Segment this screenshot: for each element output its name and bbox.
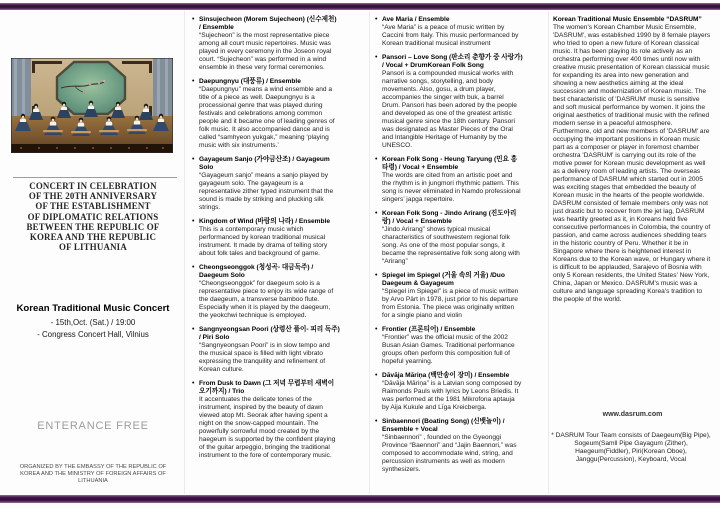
concert-venue: - Congress Concert Hall, Vilnius bbox=[37, 329, 149, 339]
top-accent-bar bbox=[0, 3, 720, 10]
program-item-title: • Sinbaennori (Boating Song) (신뱃놀이) / Ensemble + Vocal bbox=[382, 418, 505, 433]
fold-line bbox=[548, 11, 549, 494]
ensemble-description: The women's Korean Chamber Music Ensemble, 'DASRUM', was established 1990 by 8 female players who tried to open a new future of Korean classical music. It has been playing its role actively as an orchestra performing over 400 times until now with creative music presentation of Korean classical music for expanding its area into new generation and showing a new aesthetics aiming at the ideal succession and modernization of Korean music. The best characteristic of 'DASRUM' music is sensitive and soft musical performance by women. It joins the original aesthetics of traditional music with the refined modern sense in a peaceful atmosphere. Furthermore, old and new members of 'DASRUM' are occupying the important positions in Korean music part as a composer or player in foremost chamber orchestra 'DASRUM' is carrying out its role of the motive power for Korean music development as well as a delivery room of leading artists. The overseas performance of DASRUM which started out in 2005 was exciting stages that embedded the beauty of Korean music in the hearts of the people worldwide. DASRUM consisted of female members only was not just drastic but to recover from the jet lag, DASRUM was heartily greeted as it, in Koreans held five consecutive performances in Colombia, the country of passion, and came across audiences shedding tears in the historic country of Peru. Whether it be in Singapore where there is heightened interest in Koreans due to the Korean wave, or Hungary where it is difficult to be applauded, Sarajevo of Bosnia with only 5 Korean residents, the United States' New York, China, Japan or Mexico. DASRUM's music was a culture and language spreading Korea's tradition to the people of the world. bbox=[553, 24, 711, 303]
program-item-title: • Daepungnyu (대풍류) / Ensemble bbox=[199, 78, 301, 85]
ensemble-stage-photo bbox=[11, 58, 173, 153]
concert-info-block bbox=[2, 303, 184, 341]
program-item bbox=[191, 218, 340, 258]
program-item-body: “Dāvāja Māriņa” is a Latvian song composed by Raimonds Pauls with lyrics by Leons Briedis. It was performed at the 1981 Mikrofona aptauja by Aija Kukule and Līga Kreicberga. bbox=[382, 380, 522, 411]
bottom-accent-bar bbox=[0, 495, 720, 503]
concert-date: - 15th,Oct. (Sat.) / 19:00 bbox=[50, 318, 136, 327]
program-item-title: • Sinsujecheon (Morem Sujecheon) (신수제천) / Ensemble bbox=[199, 16, 337, 31]
program-item-body: “Jindo Arirang” shows typical musical characteristics of southwestern regional folk song. As one of the most popular songs, it became the representative folk song along with “Arirang” bbox=[382, 226, 520, 265]
program-item-body: “Gayageum sanjo” means a sanjo played by gayageum solo. The gayageum is a representative zither typed instrument that the sound is made by striking and plucking silk strings. bbox=[199, 172, 334, 211]
program-item bbox=[374, 16, 523, 48]
program-item bbox=[374, 272, 523, 320]
program-item-body: Pansori is a compounded musical works with narrative songs, storytelling, and body movements. Also, gosu, a drum player, accompanies the singer with buk, a barrel Drum. Pansori has been adored by the people and developed as one of the greatest artistic musical genre since the 18th century. Pansori was designated as Master Pieces of the Oral and Intangible Heritage of Humanity by the UNESCO. bbox=[382, 70, 517, 149]
program-item-title: • Gayageum Sanjo (가야금산조) / Gayageum Solo bbox=[199, 156, 330, 171]
fold-line bbox=[184, 11, 185, 494]
entrance-free-label: ENTERANCE FREE bbox=[37, 420, 149, 432]
tour-team-note: * DASRUM Tour Team consists of Daegeum(Big Pipe), Sogeum(Samll Pipe Gayagum (Zither), Haegeum(Fiddler), Piri(Korean Oboe), Janggu(Percussion), Keyboard, Vocal bbox=[551, 432, 711, 463]
program-item-body: “Sinbaennori” , founded on the Gyeonggi Province “Baennori” and “Jajin Baennori,” was composed to accommodate wind, string, and percussion instruments as well as modern synthesizers. bbox=[382, 434, 517, 473]
fold-line bbox=[369, 11, 370, 494]
program-item-body: “Ave Maria” is a peace of music written by Caccini from Italy. This music performanced by Korean traditional musical instrument bbox=[382, 24, 519, 47]
program-item-body: “Sujecheon” is the most representative piece among all court music repertoires. Music was played in every ceremony in the Joseon royal court. “Sujecheon” was performed in a wind ensemble in these very formal ceremonies. bbox=[199, 32, 332, 71]
program-item-title: • From Dusk to Dawn (그 저녁 무렵부터 새벽이 오기까지) / Trio bbox=[199, 380, 335, 395]
program-item-title: • Kingdom of Wind (바람의 나라) / Ensemble bbox=[199, 218, 331, 225]
program-item-title: • Pansori – Love Song (판소리 춘향가 중 사랑가) / Vocal + DrumKorean Folk Song bbox=[382, 54, 523, 69]
program-item bbox=[374, 54, 523, 150]
program-item bbox=[191, 156, 340, 212]
program-item bbox=[374, 372, 523, 412]
program-item bbox=[191, 264, 340, 320]
program-item-body: “Daepungnyu” means a wind ensemble and a title of a piece as well. Daepungnyu is a processional genre that was played during festivals and celebrations among common people and it became one of leading genres of folk music. It also accompanied dance and is called “samhyeon yukgak,” meaning ‘playing music with six instruments.’ bbox=[199, 86, 335, 149]
program-item bbox=[191, 78, 340, 150]
program-item bbox=[374, 418, 523, 474]
program-item-body: It accentuates the delicate tones of the instrument, inspired by the beauty of dawn viewed atop Mt. Seorak after having spent a night on the snow-capped mountain. The powerfully sorrowful mood created by the haegeum is supported by the confident playing of the guitar arpeggio, bringing the traditional instrument to the fore of contemporary music. bbox=[199, 396, 336, 459]
program-item-body: “Sangnyeongsan Poori” is in slow tempo and the musical space is filled with light vibrato expressing the tranquility and refinement of Korean culture. bbox=[199, 342, 330, 373]
program-item-body: The words are cited from an artistic poet and the rhythm is in jungmori rhythmic pattern. This song is never eliminated in Namdo professional singers’ japga repertoire. bbox=[382, 172, 521, 203]
program-item bbox=[191, 16, 340, 72]
ensemble-column bbox=[553, 16, 712, 304]
program-item-title: • Korean Folk Song - Jindo Arirang (진도아리랑) / Vocal + Ensemble bbox=[382, 210, 517, 225]
program-item bbox=[374, 326, 523, 366]
program-item-body: “Frontier” was the official music of the 2002 Busan Asian Games. Traditional performance groups often perform this composition full of hopeful yearning. bbox=[382, 334, 515, 365]
program-item-title: • Cheongseonggok (청성곡- 대금독주) / Daegeum Solo bbox=[199, 264, 314, 279]
program-item-body: This is a contemporary music which performanced by korean traditional musical instrument. It made by drama of telling story about folk tales and background of game. bbox=[199, 226, 328, 257]
celebration-title: CONCERT IN CELEBRATION OF THE 20TH ANNIVERSARY OF THE ESTABLISHMENT OF DIPLOMATIC RELATIONS BETWEEN THE REPUBLIC OF KOREA AND THE REPUBLIC OF LITHUANIA bbox=[26, 181, 160, 253]
program-item bbox=[191, 326, 340, 374]
program-item bbox=[374, 156, 523, 204]
program-item-body: “Cheongseonggok” for daegeum solo is a representative piece to enjoy its wide range of the daegeum, a transverse bamboo flute. Especially when it is played by the daegeum, the yeokchwi technique is employed. bbox=[199, 280, 334, 319]
program-item-title: • Frontier (프론티어) / Ensemble bbox=[382, 326, 476, 333]
program-item-title: • Dāvāja Māriņa (백만송이 장미) / Ensemble bbox=[382, 372, 510, 379]
program-item bbox=[191, 380, 340, 460]
program-item-body: “Spiegel im Spiegel” is a piece of music written by Arvo Pärt in 1978, just prior to his departure from Estonia. The piece was originally written for a single piano and violin bbox=[382, 288, 519, 319]
program-column-1 bbox=[191, 16, 340, 466]
program-item bbox=[374, 210, 523, 266]
concert-name: Korean Traditional Music Concert bbox=[16, 303, 170, 314]
ensemble-title: Korean Traditional Music Ensemble “DASRUM” bbox=[553, 16, 702, 23]
program-column-2 bbox=[374, 16, 523, 480]
ensemble-website: www.dasrum.com bbox=[602, 411, 663, 418]
program-item-title: • Sangnyeongsan Poori (상령산 풀이- 피리 독주) / Piri Solo bbox=[199, 326, 340, 341]
program-item-title: • Ave Maria / Ensemble bbox=[382, 16, 450, 23]
organizer-note: ORGANIZED BY THE EMBASSY OF THE REPUBLIC OF KOREA AND THE MINISTRY OF FOREIGN AFFAIRS OF LITHUANIA bbox=[19, 464, 167, 484]
title-divider bbox=[13, 177, 177, 178]
program-item-title: • Korean Folk Song - Heung Taryung (민요 흥타령) / Vocal + Ensemble bbox=[382, 156, 518, 171]
program-item-title: • Spiegel im Spiegel (거울 속의 거울) /Duo Daegeum & Gayageum bbox=[382, 272, 505, 287]
